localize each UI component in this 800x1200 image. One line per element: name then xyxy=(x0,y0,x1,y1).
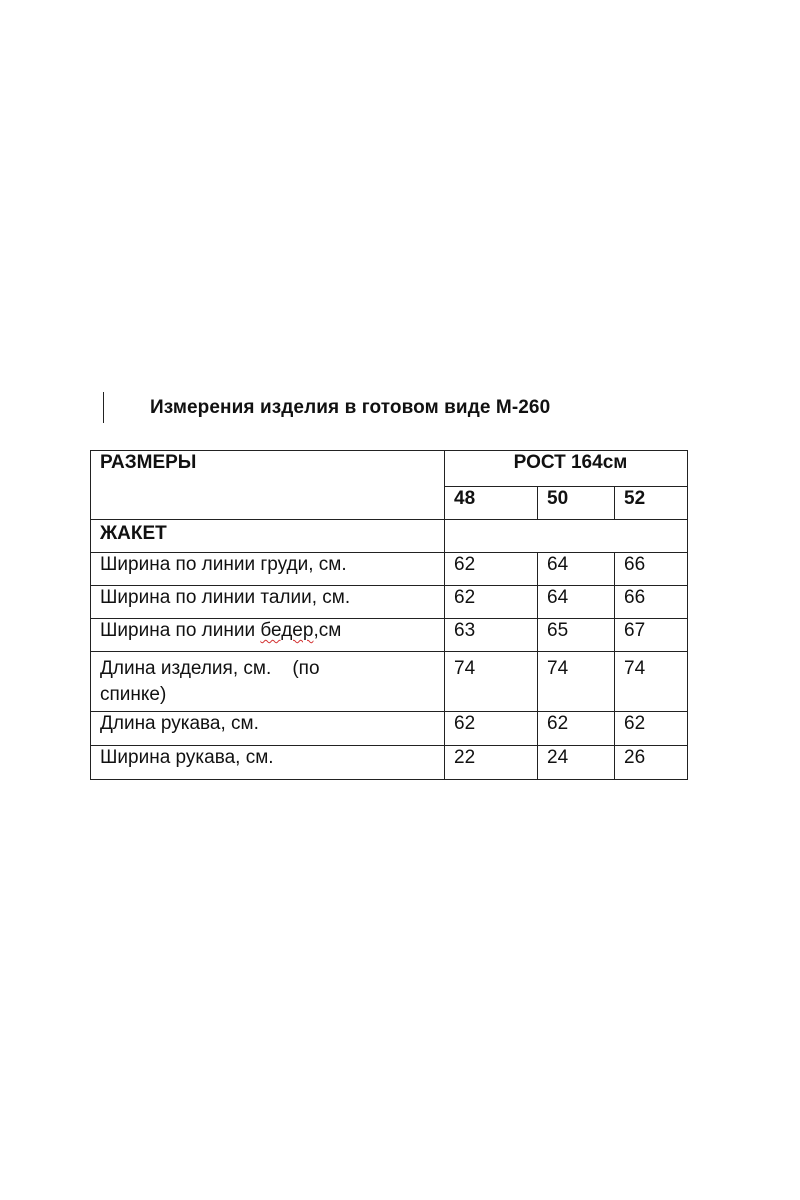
value-cell: 26 xyxy=(615,746,688,780)
row-label-line1: Длина изделия, см. (по xyxy=(100,658,320,679)
row-label: Ширина по линии талии, см. xyxy=(91,586,445,619)
value-cell: 24 xyxy=(538,746,615,780)
sizes-label: РАЗМЕРЫ xyxy=(91,451,445,520)
document-title: Измерения изделия в готовом виде М-260 xyxy=(150,397,551,418)
row-label: Ширина рукава, см. xyxy=(91,746,445,780)
value-cell: 74 xyxy=(445,652,538,712)
value-cell: 62 xyxy=(445,586,538,619)
text-cursor xyxy=(103,392,104,423)
value-cell: 64 xyxy=(538,553,615,586)
value-cell: 65 xyxy=(538,619,615,652)
height-header: РОСТ 164см xyxy=(445,451,688,487)
row-label-suffix: ,см xyxy=(313,620,342,641)
value-cell: 62 xyxy=(445,712,538,746)
value-cell: 74 xyxy=(538,652,615,712)
table-row xyxy=(91,712,688,746)
value-cell: 22 xyxy=(445,746,538,780)
value-cell: 62 xyxy=(445,553,538,586)
value-cell: 74 xyxy=(615,652,688,712)
section-row xyxy=(91,520,688,553)
value-cell: 66 xyxy=(615,586,688,619)
header-row-height xyxy=(91,451,688,487)
value-cell: 62 xyxy=(615,712,688,746)
row-label: Длина рукава, см. xyxy=(91,712,445,746)
value-cell: 62 xyxy=(538,712,615,746)
value-cell: 66 xyxy=(615,553,688,586)
value-cell: 64 xyxy=(538,586,615,619)
table-row xyxy=(91,553,688,586)
value-cell: 63 xyxy=(445,619,538,652)
row-label-prefix: Ширина по линии xyxy=(100,620,261,641)
size-50-header: 50 xyxy=(538,487,615,520)
table-row xyxy=(91,619,688,652)
spellcheck-flagged-word: бедер xyxy=(260,620,314,641)
row-label: Ширина по линии груди, см. xyxy=(91,553,445,586)
row-label xyxy=(91,619,445,652)
value-cell: 67 xyxy=(615,619,688,652)
section-label: ЖАКЕТ xyxy=(91,520,445,553)
table-row xyxy=(91,652,688,712)
table-row xyxy=(91,746,688,780)
row-label xyxy=(91,652,445,712)
size-52-header: 52 xyxy=(615,487,688,520)
size-48-header: 48 xyxy=(445,487,538,520)
section-empty-cell xyxy=(445,520,688,553)
size-table xyxy=(90,450,688,780)
table-row xyxy=(91,586,688,619)
row-label-line2: спинке) xyxy=(100,684,167,705)
